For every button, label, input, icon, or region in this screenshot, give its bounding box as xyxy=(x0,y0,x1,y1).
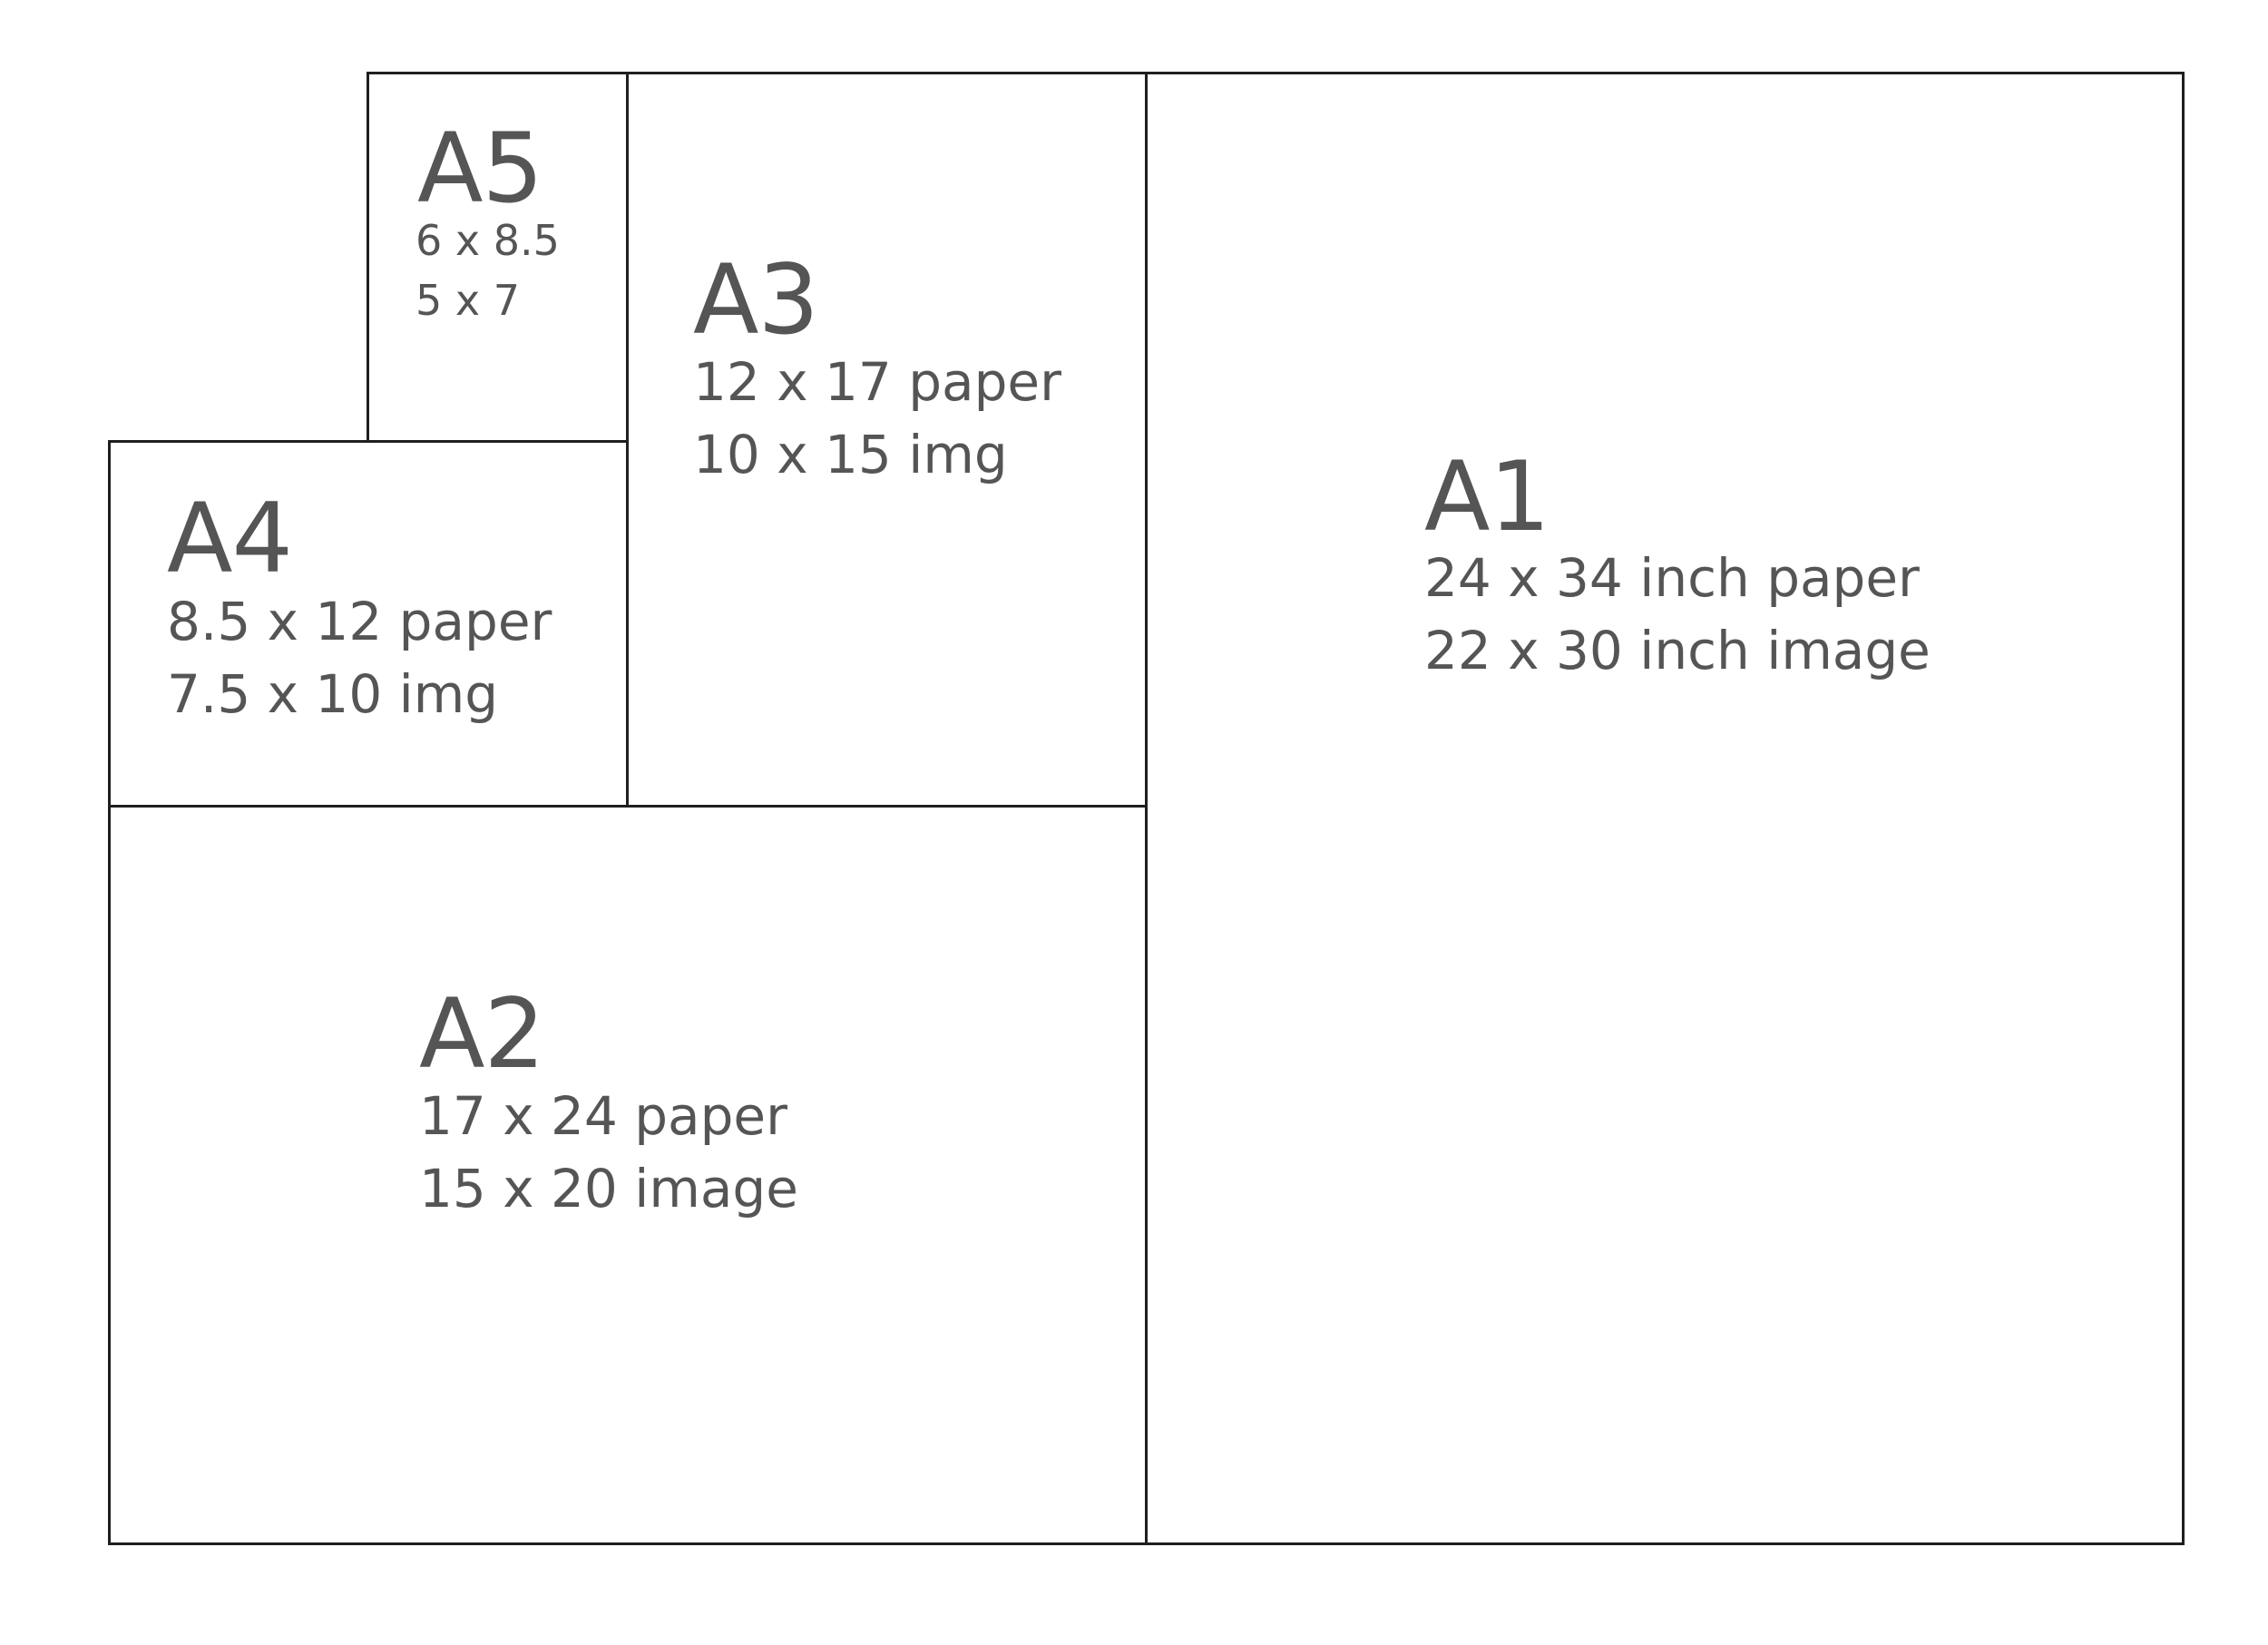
a2-image-dimensions: 15 x 20 image xyxy=(419,1158,798,1219)
a4-size-name: A4 xyxy=(167,483,292,594)
a5-image-dimensions: 5 x 7 xyxy=(415,276,520,325)
a2-size-name: A2 xyxy=(419,978,544,1090)
a3-size-name: A3 xyxy=(693,244,818,356)
a5-paper-dimensions: 6 x 8.5 xyxy=(415,216,560,265)
a3-paper-dimensions: 12 x 17 paper xyxy=(693,351,1061,413)
a4-paper-dimensions: 8.5 x 12 paper xyxy=(167,591,552,652)
a5-size-name: A5 xyxy=(417,113,543,224)
a1-paper-dimensions: 24 x 34 inch paper xyxy=(1424,547,1920,609)
paper-size-box-a1 xyxy=(1145,72,2185,1545)
a4-image-dimensions: 7.5 x 10 img xyxy=(167,663,499,725)
a1-image-dimensions: 22 x 30 inch image xyxy=(1424,620,1931,681)
a3-image-dimensions: 10 x 15 img xyxy=(693,424,1008,485)
a1-size-name: A1 xyxy=(1424,441,1549,553)
a2-paper-dimensions: 17 x 24 paper xyxy=(419,1085,787,1147)
